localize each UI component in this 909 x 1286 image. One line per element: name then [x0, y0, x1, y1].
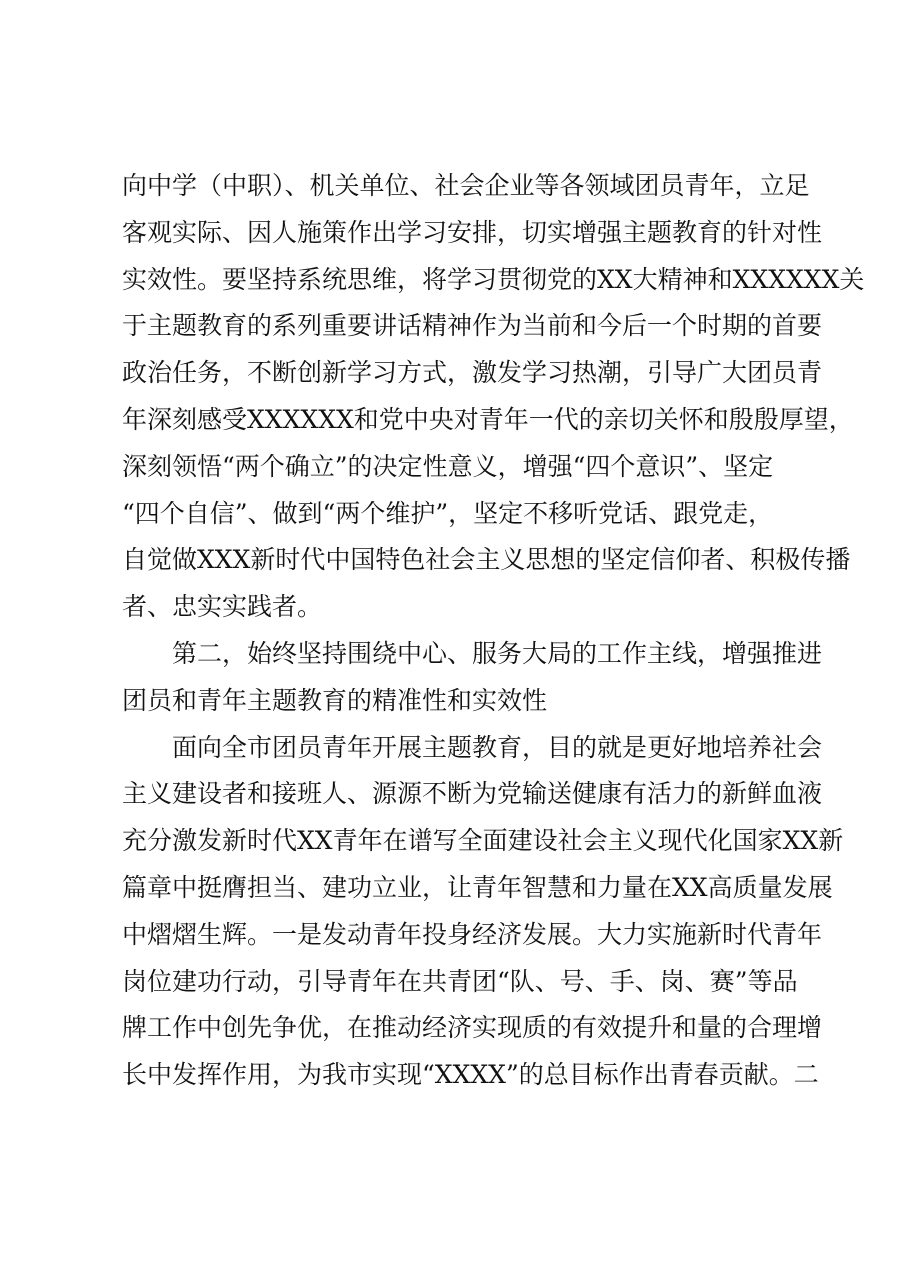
body-text	[122, 163, 865, 1099]
paragraph-line: “四个自信”、做到“两个维护”，坚定不移听党话、跟党走，	[122, 498, 774, 528]
paragraph-line: 于主题教育的系列重要讲话精神作为当前和今后一个时期的首要	[122, 311, 823, 341]
paragraph-line: 中熠熠生辉。一是发动青年投身经济发展。大力实施新时代青年	[122, 919, 823, 949]
paragraph-line: 政治任务，不断创新学习方式，激发学习热潮，引导广大团员青	[122, 358, 823, 388]
section-heading-line: 团员和青年主题教育的精准性和实效性	[122, 685, 548, 715]
paragraph-line: 实效性。要坚持系统思维，将学习贯彻党的XX大精神和XXXXXX关	[122, 264, 865, 294]
paragraph-line: 岗位建功行动，引导青年在共青团“队、号、手、岗、赛”等品	[122, 966, 798, 996]
paragraph-line: 篇章中挺膺担当、建功立业，让青年智慧和力量在XX高质量发展	[122, 872, 833, 902]
paragraph-line: 长中发挥作用，为我市实现“XXXX”的总目标作出青春贡献。二	[122, 1060, 819, 1090]
paragraph-line: 面向全市团员青年开展主题教育，目的就是更好地培养社会	[172, 732, 823, 762]
paragraph-line: 客观实际、因人施策作出学习安排，切实增强主题教育的针对性	[122, 217, 823, 247]
paragraph-line: 向中学（中职）、机关单位、社会企业等各领域团员青年，立足	[122, 171, 810, 200]
paragraph-line: 年深刻感受XXXXXX和党中央对青年一代的亲切关怀和殷殷厚望，	[122, 404, 854, 434]
paragraph-line: 深刻领悟“两个确立”的决定性意义，增强“四个意识”、坚定	[122, 451, 774, 481]
paragraph-line: 充分激发新时代XX青年在谱写全面建设社会主义现代化国家XX新	[122, 826, 844, 856]
paragraph-line: 主义建设者和接班人、源源不断为党输送健康有活力的新鲜血液	[122, 779, 823, 809]
section-heading-line: 第二，始终坚持围绕中心、服务大局的工作主线，增强推进	[172, 638, 823, 668]
paragraph-line: 牌工作中创先争优，在推动经济实现质的有效提升和量的合理增	[122, 1013, 823, 1043]
paragraph-line: 者、忠实实践者。	[122, 592, 323, 622]
paragraph-line: 自觉做XXX新时代中国特色社会主义思想的坚定信仰者、积极传播	[122, 545, 851, 575]
